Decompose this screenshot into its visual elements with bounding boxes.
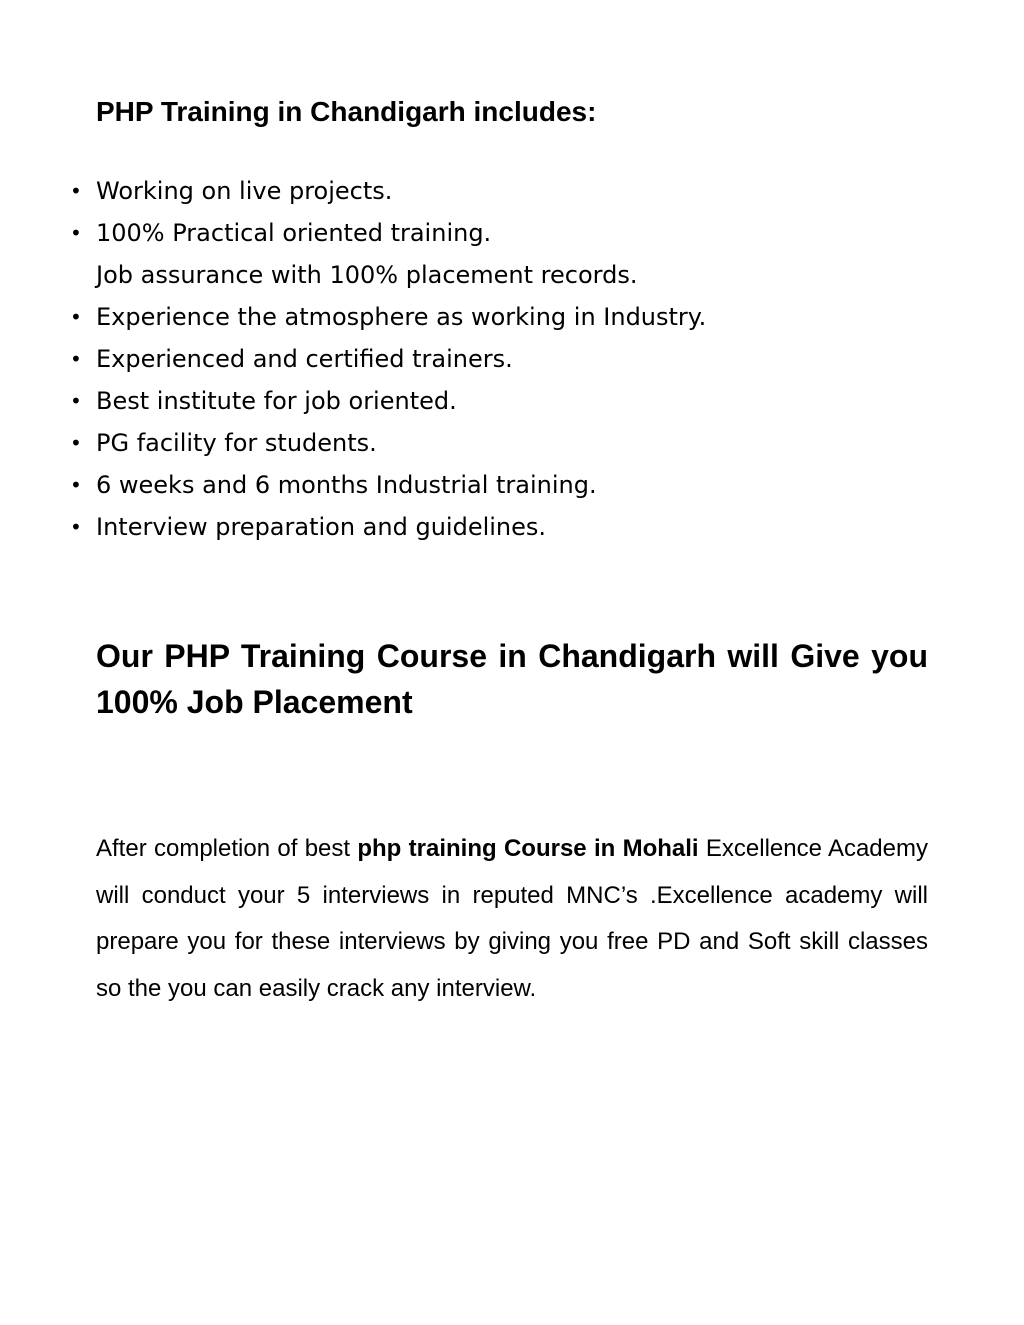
paragraph-text-before: After completion of best bbox=[96, 835, 358, 862]
list-item-text: Experienced and certified trainers. bbox=[96, 345, 513, 373]
list-item bbox=[0, 422, 1024, 464]
bullet-icon: • bbox=[70, 179, 82, 203]
list-item bbox=[0, 170, 1024, 212]
list-item-text: Best institute for job oriented. bbox=[96, 387, 457, 415]
list-item-text: PG facility for students. bbox=[96, 429, 377, 457]
list-item-text: 100% Practical oriented training. bbox=[96, 219, 492, 247]
list-item-text: 6 weeks and 6 months Industrial training. bbox=[96, 471, 597, 499]
bullet-icon: • bbox=[70, 473, 82, 497]
bullet-icon: • bbox=[70, 515, 82, 539]
section-heading-placement: Our PHP Training Course in Chandigarh will Give you 100% Job Placement bbox=[96, 638, 928, 720]
bullet-icon: • bbox=[70, 347, 82, 371]
section-heading-includes: PHP Training in Chandigarh includes: bbox=[96, 96, 597, 127]
list-item bbox=[0, 212, 1024, 254]
paragraph-bold-link-text: php training Course in Mohali bbox=[357, 835, 699, 862]
feature-list bbox=[0, 170, 1024, 548]
list-item bbox=[0, 380, 1024, 422]
bullet-icon: • bbox=[70, 431, 82, 455]
body-paragraph bbox=[96, 826, 928, 1012]
list-item-text: Interview preparation and guidelines. bbox=[96, 513, 547, 541]
bullet-icon: • bbox=[70, 305, 82, 329]
list-item bbox=[0, 464, 1024, 506]
list-item bbox=[0, 506, 1024, 548]
list-item-text: Job assurance with 100% placement records. bbox=[96, 261, 638, 289]
list-item-text: Working on live projects. bbox=[96, 177, 393, 205]
bullet-icon: • bbox=[70, 389, 82, 413]
list-item bbox=[0, 254, 1024, 296]
list-item bbox=[0, 338, 1024, 380]
paragraph-text-after: Excellence Academy will conduct your 5 interviews in reputed MNC’s .Excellence academy will prepare you for these interviews by giving you free PD and Soft skill classes so the you can easily crack any interview. bbox=[96, 835, 928, 1002]
list-item bbox=[0, 296, 1024, 338]
list-item-text: Experience the atmosphere as working in Industry. bbox=[96, 303, 707, 331]
bullet-icon: • bbox=[70, 221, 82, 245]
